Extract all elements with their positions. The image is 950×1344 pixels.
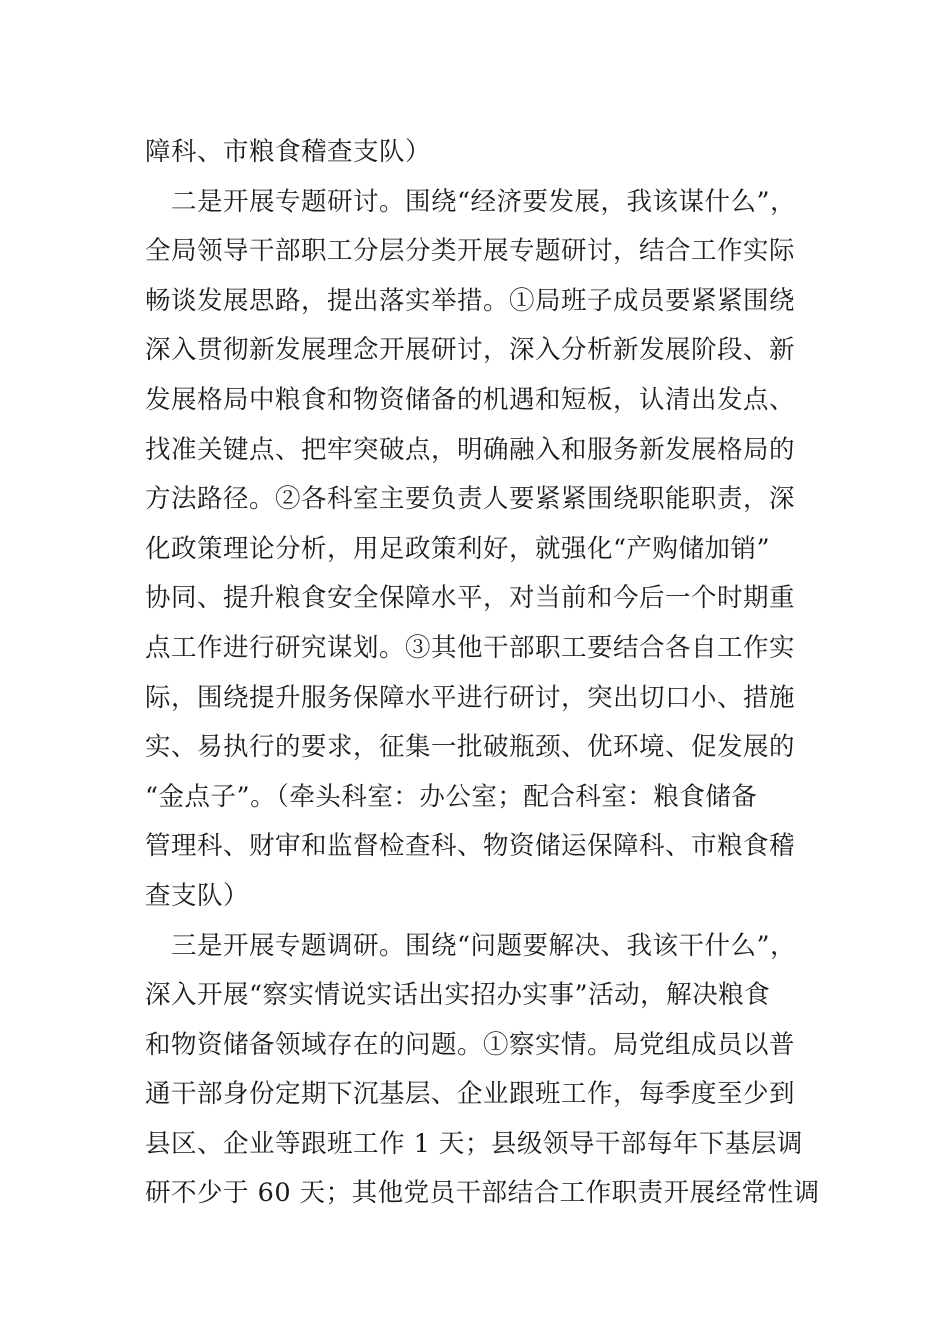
text-line: 方法路径。②各科室主要负责人要紧紧围绕职能职责，深 [145, 484, 796, 515]
text-line: 查支队） [145, 880, 250, 911]
text-line: 深入开展“察实情说实话出实招办实事”活动，解决粮食 [145, 980, 771, 1011]
text-line: 实、易执行的要求，征集一批破瓶颈、优环境、促发展的 [145, 732, 796, 763]
text-line: 三是开展专题调研。围绕“问题要解决、我该干什么”， [145, 930, 797, 961]
text-line: 障科、市粮食稽查支队） [145, 137, 432, 167]
text-line: 和物资储备领域存在的问题。①察实情。局党组成员以普 [145, 1029, 796, 1060]
text-line: 协同、提升粮食安全保障水平，对当前和今后一个时期重 [145, 583, 796, 614]
text-line: 发展格局中粮食和物资储备的机遇和短板，认清出发点、 [145, 384, 796, 415]
text-line: 畅谈发展思路，提出落实举措。①局班子成员要紧紧围绕 [145, 285, 796, 316]
document-body [145, 128, 820, 1219]
text-line: 深入贯彻新发展理念开展研讨，深入分析新发展阶段、新 [145, 335, 796, 366]
text-line: 点工作进行研究谋划。③其他干部职工要结合各自工作实 [145, 632, 796, 663]
text-line: 全局领导干部职工分层分类开展专题研讨，结合工作实际 [145, 236, 796, 267]
text-line: “金点子”。（牵头科室：办公室；配合科室：粮食储备 [145, 781, 758, 812]
text-line: 研不少于 60 天；其他党员干部结合工作职责开展经常性调 [145, 1178, 820, 1209]
text-line: 化政策理论分析，用足政策利好，就强化“产购储加销” [145, 533, 771, 564]
text-line: 二是开展专题研讨。围绕“经济要发展，我该谋什么”， [145, 186, 797, 217]
text-line: 找准关键点、把牢突破点，明确融入和服务新发展格局的 [145, 434, 796, 465]
text-line: 通干部身份定期下沉基层、企业跟班工作，每季度至少到 [145, 1079, 796, 1110]
text-line: 际，围绕提升服务保障水平进行研讨，突出切口小、措施 [145, 682, 796, 713]
text-line: 管理科、财审和监督检查科、物资储运保障科、市粮食稽 [145, 831, 796, 862]
text-line: 县区、企业等跟班工作 1 天；县级领导干部每年下基层调 [145, 1128, 803, 1159]
